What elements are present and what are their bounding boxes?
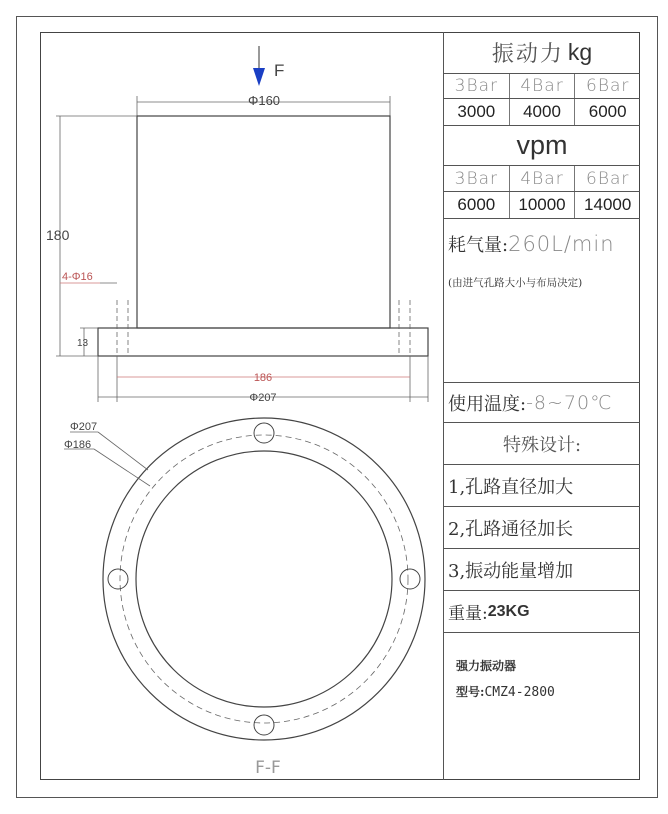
dim-height: 180 (46, 227, 70, 243)
force-pressure-row (443, 74, 640, 99)
weight-label: 重量: (448, 604, 488, 624)
dim-base: Φ207 (249, 392, 277, 404)
temp-value: -8~70℃ (526, 391, 613, 414)
freq-value-row (443, 192, 640, 219)
freq-value: 10000 (510, 192, 576, 218)
pressure-cell: 4Bar (510, 166, 576, 191)
force-arrow-icon (253, 46, 265, 86)
force-label: F (274, 61, 285, 80)
freq-title: vpm (516, 130, 568, 160)
special-item-text: 3,振动能量增加 (448, 560, 574, 582)
force-title-row (443, 32, 640, 74)
special-item (443, 465, 640, 507)
dim-holes: 4-Φ16 (62, 271, 93, 283)
air-value: 260L/min (508, 232, 615, 256)
force-value: 3000 (444, 99, 510, 125)
callout-pcd: Φ186 (64, 439, 92, 451)
pressure-cell: 4Bar (510, 74, 576, 98)
vibrator-body-outline (98, 116, 428, 356)
weight-row (443, 591, 640, 633)
force-title: 振动力 (491, 42, 564, 67)
temperature-row (443, 383, 640, 423)
force-unit: kg (567, 39, 593, 65)
dim-top-diameter: Φ160 (247, 93, 281, 108)
air-label: 耗气量: (448, 235, 509, 256)
product-info-block (443, 633, 640, 780)
special-item (443, 507, 640, 549)
pressure-cell: 6Bar (586, 168, 630, 189)
freq-pressure-row (443, 166, 640, 192)
dim-pcd: 186 (253, 372, 273, 384)
freq-title-row (443, 126, 640, 166)
product-name: 强力振动器 (456, 659, 517, 673)
pressure-cell: 3Bar (444, 166, 510, 191)
pressure-cell: 3Bar (444, 74, 510, 98)
special-item (443, 549, 640, 591)
callout-outer: Φ207 (70, 421, 98, 433)
pressure-cell: 6Bar (586, 76, 630, 96)
freq-value: 6000 (444, 192, 510, 218)
special-title-row (443, 423, 640, 465)
air-consumption-block (443, 219, 640, 383)
model-value: CMZ4-2800 (484, 685, 555, 700)
freq-value: 14000 (584, 195, 632, 214)
force-value: 4000 (510, 99, 576, 125)
temp-label: 使用温度: (448, 393, 527, 415)
special-title: 特殊设计: (502, 434, 582, 456)
section-label: F-F (255, 758, 281, 778)
special-item-text: 1,孔路直径加大 (448, 476, 574, 498)
weight-value: 23KG (487, 602, 530, 620)
force-value: 6000 (588, 102, 627, 121)
dim-thickness: 13 (77, 338, 89, 349)
force-value-row (443, 99, 640, 126)
model-label: 型号: (456, 685, 485, 699)
section-view (103, 418, 425, 740)
spec-panel (443, 32, 640, 780)
air-note: (由进气孔路大小与布局决定) (448, 277, 583, 289)
special-item-text: 2,孔路通径加长 (448, 518, 574, 540)
